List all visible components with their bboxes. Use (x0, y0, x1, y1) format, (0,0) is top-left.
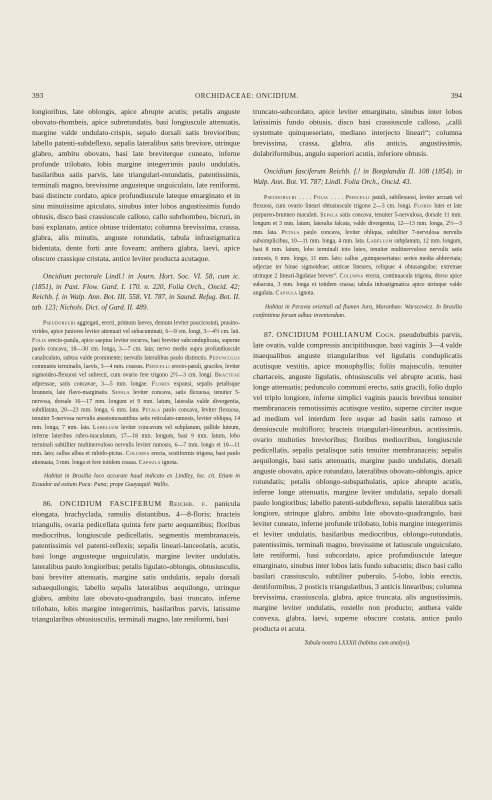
organ-description: adpressae, satis concavae, 3—5 mm. longae. (32, 380, 152, 387)
organ-description: erecto-patuli, graciles, leviter sigmoideo-flexuosi vel subrecti, cum ovario fere trigono 2½—3 cm. longi. (32, 363, 240, 379)
organ-label: Bracteae (214, 371, 240, 379)
organ-description: aggregati, erecti, primum laeves, demum leviter paucicostati, prasino-virides, apice juniores leviter attenuati vel subacuminati, 6—9 cm. longi, 3—4½ cm. lati. (32, 319, 240, 335)
organ-label: Flores (151, 380, 170, 387)
species-name: ONCIDIUM POHLIANUM (276, 330, 373, 339)
species-diagnosis: panicula elongata, brachyclada, ramulis distantibus, 4—8-floris; bracteis triangulis, ovaria pedicellata quinta fere parte aequantibus; floribus mediocribus, longiuscule pedicellatis, segmentis membranaceis, patentissimis vel patenti-reflexis; sepalis lineari-lanceolatis, acutis, basi longe angusteque unguiculatis, margine leviter undulatis, lateralibus paulo longioribus; petalis ligulato-oblongis, obtusiusculis, basi breviter attenuatis, margine satis undulatis, sepalo dorsali subaequilongis; labello sepalis lateralibus aequilongo, utrinque glabro, ambitu late obovato-quadrangulo, basi truncato, inferne trilobato, lobis margine integerrimis, basilaribus parvis, latissime triangularibus obtusiusculis, terminali magno, late reniformi, basi (32, 499, 240, 624)
organ-label: Pedicelli (345, 194, 370, 201)
species-number: 86. (43, 499, 53, 508)
description-paragraph (32, 319, 240, 467)
organ-description: leviter concava, satis flexuosa, tenuiter 5-nervosa, dorsale 16—17 mm. longum et 9 mm. latum, lateralia valde divergentia, subdilatata, 20—23 mm. longa, 6 mm. lata. (32, 389, 240, 414)
species-author: Reichb. f. (168, 499, 208, 508)
plate-reference: Tabula nostra LXXXII (habitus cum analysi). (304, 638, 411, 646)
organ-label: Pedunculus (209, 354, 240, 361)
citation-paragraph: Oncidium fasciferum Reichb. f.! in Bonplandia II. 108 (1854), in Walp. Ann. Bot. VI. 787; Lindl. Folia Orch., Oncid. 43. (253, 167, 462, 186)
organ-label: Folia (313, 194, 329, 201)
organ-description: . . . . (328, 194, 346, 201)
organ-label: Capsula (138, 458, 161, 466)
organ-description: erecta, scutiformis trigona, basi paulo attenuata, 3 mm. longa et fere totidem crassa. (32, 450, 240, 466)
organ-description: ignota. (297, 289, 315, 297)
organ-label: Petala (281, 228, 300, 236)
organ-description: leviter concavum vel subplanum, pallide luteum, inferne lateribus rubro-maculatum, 17—18 mm. longum, basi 9 mm. latum, lobo terminali subtiliter multinervuloso nervulis leviter ramosis, 6—7 mm. longo et 10—11 mm. lato; callus albus et rubido-pictus. (32, 423, 240, 457)
organ-label: Pedicelli (145, 363, 171, 370)
habitat-paragraph: Habitat in Peruvia orientali ad flumen Jura, Maranhao: Warscewicz. In Brasilia confinitima forsan adhuc inveniendum. (253, 302, 462, 319)
organ-label: Pseudobulbi (43, 319, 76, 326)
organ-description: erecta, continuacula trigona, dorso apice subacuta, 3 mm. longa et totidem crassa; tabula infrastigmatica apice utrinque valde angulata. (253, 272, 462, 297)
diagnosis-end-paragraph: longioribus, late oblongis, apice abrupte acutis; petalis anguste obovato-rhombeis, apice subretundatis, basi longiuscule attenuatis, margine valde undulato-crispis, sepalo dorsali satis brevioribus; labello patenti-subdeflexo, sepalis lateralibus satis breviore, utrinque glabro, ambitu obovato, basi late breviterque cuneato, inferne profunde trilobato, lobis margine integerrimis paulo undulatis, basilaribus satis parvis, late triangulari-rotundatis, patentissimis, terminali magno, brevissime angusteque unguiculato, late reniformi, basi distincte cordato, apice profundiuscule lateque emarginato et in sinu minutissime apiculato, sinubus inter lobos angustissimis fundo obtusis, disco basi crassiuscule calloso, callo subrhombeo, bicruri, in basi explanato, antice obtuse tridentato; columna brevissima, crassa, glabra, alis minutis, anguste rotundatis, tabula infrastigmatica bidentata, dente forti ante foveam; anthera glabra, laevi, apice obscure crassique cristata, antice leviter producta acutaque. (32, 108, 240, 263)
organ-description: subplanum, 12 mm. longum, basi 8 mm. latum, lobo terminali toto luteo, tenuiter multinervuloso nervulis satis ramosis, 6 mm. longo, 11 mm. lato; callus „quinqueseriatus: series media abbreviata; adjectae ter binae sigmoideae; anticae lineares, reliquae 4 obtusangulae; extremae utrinque 2 lineari-ligulatae breves“. (253, 237, 463, 279)
organ-description: expansi, sepalis petalisque brunneis, late flavo-marginatis. (32, 380, 240, 396)
organ-label: Petala (142, 406, 161, 414)
organ-label: Labellum (92, 423, 119, 431)
species-number: 87. (264, 330, 274, 339)
species-diagnosis: pseudobulbis parvis, late ovatis, valde compressis ancipitibusque, basi vaginis 3—4 valde inaequalibus anguste triangularibus vel ligulatis conduplicatis acutisque vestitis, apice monophyllis; foliis majusculis, tenuiter chartaceis, anguste ligulatis, obtusiusculis vel abrupte acutis, basi longe attenuatis; pedunculo communi erecto, satis gracili, folio duplo vel triplo longiore, inferne simplici vaginis paucis brevibus tenuiter membranaceis remotissimis acutisque vestito, superne circiter usque ad medium vel interdum fere usque ad basin satis ramoso et densiuscule multifloro; bracteis triangulari-linearibus, acutissimis, ovario multoties brevioribus; floribus mediocribus, longiuscule pedicellatis, sepalis petalisque satis tenuiter membranaceis; sepalis aequilongis, basi satis attenuatis, margine paulo undulatis, dorsali anguste obovato, apice rotundato, lateralibus obovato-oblongis, apice rotundatis; petalis oblongo-subspathulatis, apice abrupte acutis, inferne longe attenuatis, margine leviter undulatis, sepalo dorsali paulo longioribus; labello patenti-subdeflexo, sepalis lateralibus satis longiore, utrinque glabro, ambitu late obovato-quadrangulo, basi leviter cuneato, inferne profunde trilobato, lobis margine integerrimis et leviter undulatis, basilaribus mediocribus, oblongo-rotundatis, patentissimis, terminali magno, brevissime et latiuscule unguiculato, late reniformi, basi subcordato, apice profundiuscule lateque emarginato, sinubus inter lobos latis fundo subacutis; disco basi callo basilari crassiusculo, subtiliter puberulo, 5-lobo, lobis erectis, dentiformibus, 2 posticis triangularibus, 3 anticis linearibus; columna brevissima, crassiuscula, glabra, apice truncata, alis angustissimis, margine leviter undulatis, rostello non producto; anthera valde convexa, glabra, laevi, superne obscure costata, antice paulo producta et acuta. (253, 330, 463, 633)
organ-description: communis terminalis, laevis, 3—4 mm. crassus. (32, 363, 146, 370)
organ-description: paulo concava, leviter obliqua, subtiliter 7-nervulosa nervulis subsimplicibus, 10—11 mm. longa, 4 mm. lata. (253, 228, 462, 245)
organ-description: ignota. (160, 458, 178, 466)
organ-label: Capsula (275, 289, 298, 297)
page-number-left: 393 (32, 92, 44, 100)
diagnosis-continued-paragraph: truncato-subcordato, apice leviter emarginato, sinubus inter lobos latissimis fundo obtusis, disco basi crassiuscule calloso, „calli systemate quinqueseriato, mediano interjecto lineari“; columna brevissima, crassa, glabra, alis anticis, angustissimis, dolabriformibus, angulo superiori acutis, inferiore obtusis. (253, 108, 462, 158)
organ-label: Pseudobulbi (264, 194, 297, 201)
habitat-paragraph: Habitat in Brasilia loco accurate haud indicato ex Lindley, loc. cit. Etiam in Ecuador ad ostium Pucu: Puna; prope Guayaquil: Wallis. (32, 471, 240, 488)
organ-description: . . . . (296, 194, 314, 201)
running-title: ORCHIDACEAE: ONCIDIUM. (195, 92, 299, 100)
organ-label: Labellum (366, 237, 393, 245)
description-paragraph (253, 193, 462, 297)
organ-description: erecto-patula, apice saepius leviter recurva, basi breviter subconduplicata, superne paulo concava, 18—30 cm. longa, 3—7 cm. lata; nervo medio supra profundiuscule canaliculato, subtus valde prominente; nervulis lateralibus paulo distinctis. (32, 336, 240, 361)
species-87-entry (253, 330, 462, 635)
organ-label: Sepala (320, 211, 339, 218)
left-column (32, 107, 240, 625)
species-name: ONCIDIUM FASCIFERUM (59, 499, 162, 508)
species-author: Cogn. (375, 330, 396, 339)
page-number-right: 394 (450, 92, 462, 100)
right-column (253, 107, 462, 647)
organ-description: lutei et late purpureo-brunneo maculati. (253, 202, 463, 218)
organ-description: satis concava, tenuiter 5-nervulosa, dorsale 11 mm. longum et 3 mm. latum, lateralia falcata, valde divergentia, 12—13 mm. longa, 2½—3 mm. lata. (253, 211, 462, 236)
citation-paragraph: Oncidium pectorale Lindl.! in Journ. Hort. Soc. VI. 58, cum ic. (1851), in Paxt. Flow. Gard. I. 170. n. 220, Folia Orch., Oncid. 42; Reichb. f. in Walp. Ann. Bot. III. 558, VI. 787, in Saund. Refug. Bot. II. tab. 123; Nichols. Dict. of Gard. II. 489. (32, 272, 240, 312)
organ-description: paulo concava, leviter flexuosa, tenuiter 5-nervosa nervulis anastomosantibus satis reticulato-ramosis, leviter obliqua, 14 mm. longa, 7 mm. lata. (32, 406, 241, 431)
organ-label: Folia (32, 336, 47, 344)
running-header (32, 92, 462, 101)
organ-label: Sepala (111, 389, 130, 396)
organ-label: Columna (339, 272, 364, 279)
species-86-entry (32, 499, 240, 625)
organ-description: patuli, subflexuosi, leviter arcuati vel flexuosi, cum ovario lineari obtusiuscule trigono 2—3 cm. longi. (253, 194, 463, 210)
organ-label: Flores (413, 202, 432, 210)
organ-label: Columna (125, 450, 150, 457)
